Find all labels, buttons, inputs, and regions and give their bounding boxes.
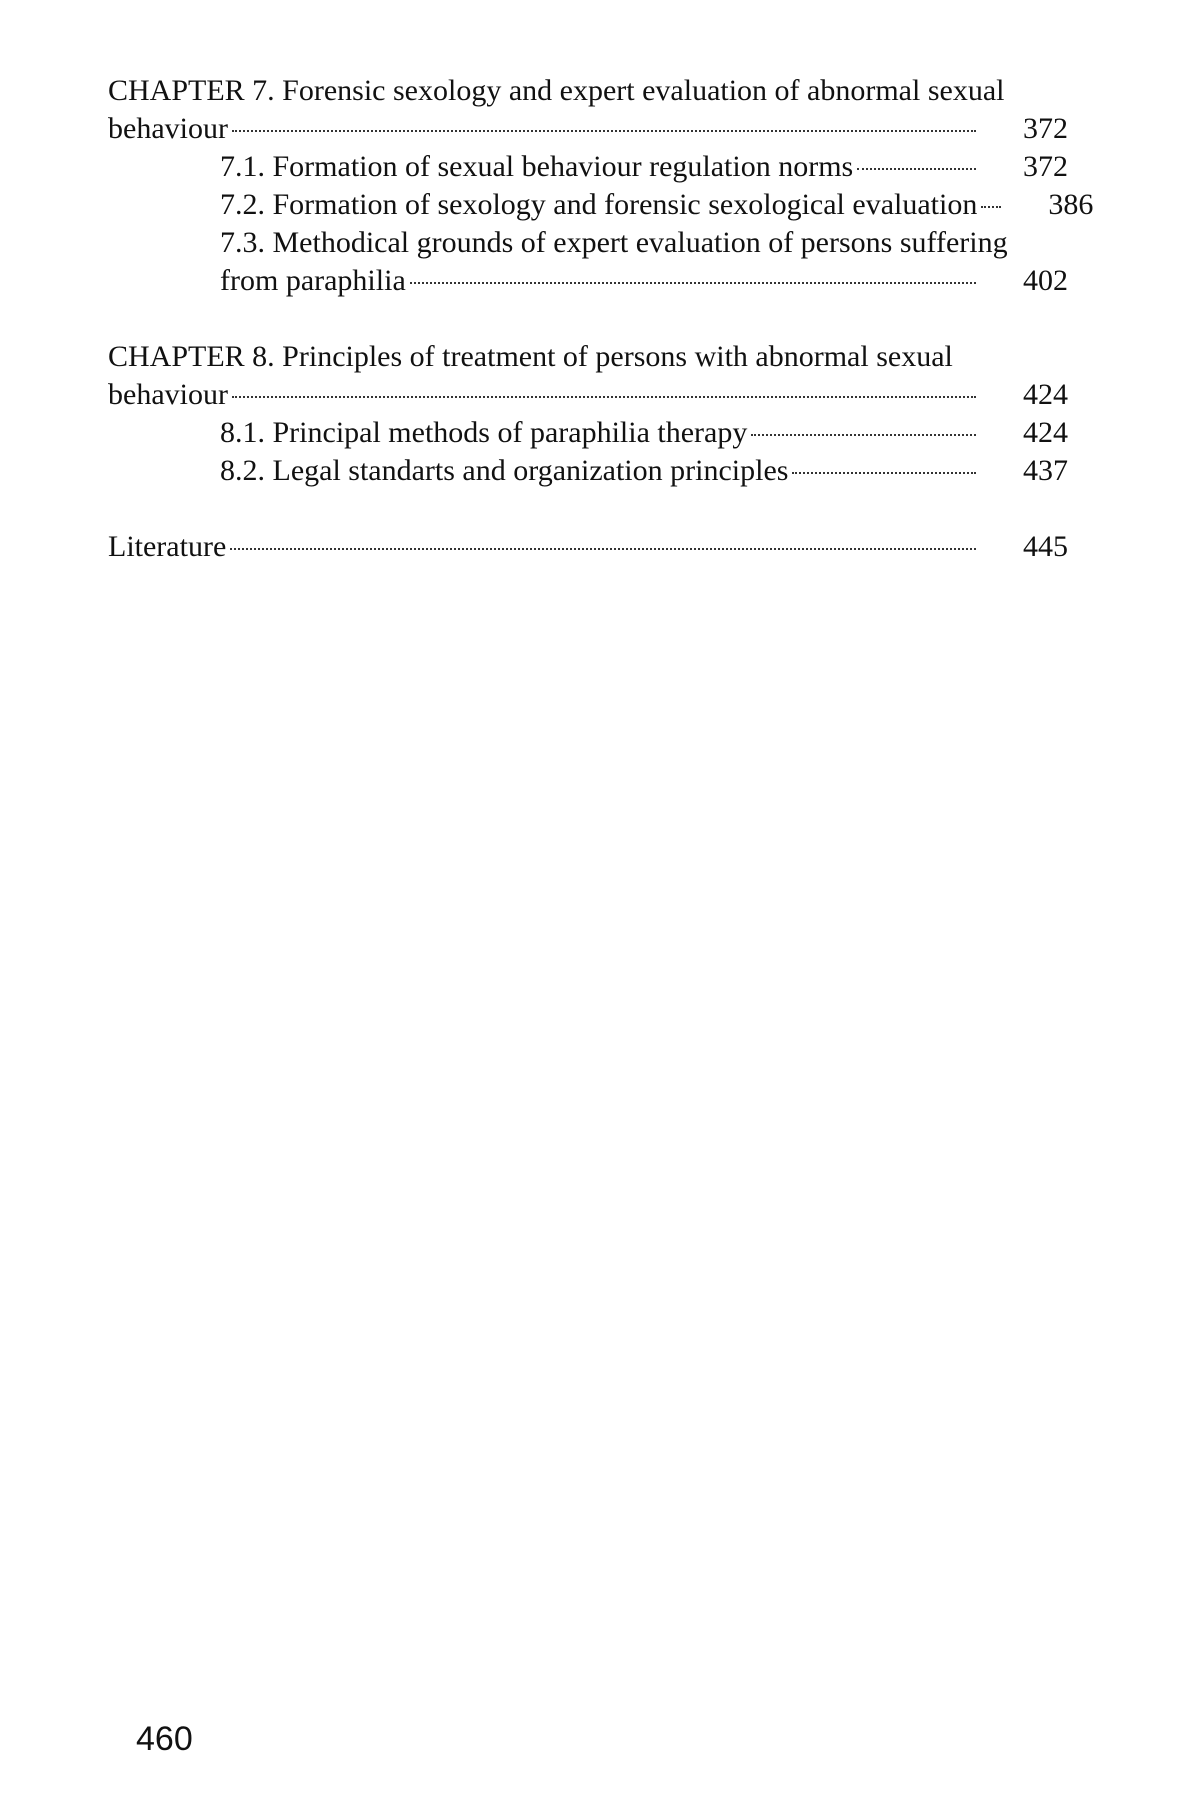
dot-leader — [410, 282, 976, 284]
toc-chapter-7 — [108, 72, 1094, 300]
literature-page: 445 — [1023, 530, 1068, 563]
section-7-1-title: 7.1. Formation of sexual behaviour regulation norms — [220, 150, 854, 183]
section-7-3-page: 402 — [1023, 264, 1068, 297]
toc-entry-7-2[interactable] — [108, 186, 1094, 224]
spacer — [108, 490, 1068, 528]
toc-entry-8-1[interactable] — [108, 414, 1068, 452]
literature-title: Literature — [108, 530, 227, 563]
section-7-3-title-line1: 7.3. Methodical grounds of expert evaluation of persons suffering — [220, 226, 1008, 259]
toc-entry-7-3[interactable] — [108, 262, 1068, 300]
table-of-contents — [108, 72, 1094, 566]
section-7-1-page: 372 — [1023, 150, 1068, 183]
chapter-7-title-line2: behaviour — [108, 112, 228, 145]
toc-entry-chapter-8[interactable] — [108, 376, 1068, 414]
section-8-1-title: 8.1. Principal methods of paraphilia therapy — [220, 416, 748, 449]
toc-entry-8-2[interactable] — [108, 452, 1068, 490]
dot-leader — [230, 548, 976, 550]
chapter-8-title-line1: CHAPTER 8. Principles of treatment of persons with abnormal sexual — [108, 340, 953, 373]
dot-leader — [232, 130, 976, 132]
spacer — [108, 300, 1068, 338]
page-number: 460 — [136, 1720, 193, 1758]
chapter-7-title-line1: CHAPTER 7. Forensic sexology and expert evaluation of abnormal sexual — [108, 74, 1005, 107]
toc-entry-chapter-7[interactable] — [108, 110, 1068, 148]
dot-leader — [792, 472, 976, 474]
toc-chapter-8 — [108, 338, 1068, 490]
section-7-2-page: 386 — [1048, 188, 1094, 221]
section-8-1-page: 424 — [1023, 416, 1068, 449]
chapter-8-page: 424 — [1023, 378, 1068, 411]
dot-leader — [981, 206, 1001, 208]
section-8-2-page: 437 — [1023, 454, 1068, 487]
dot-leader — [857, 168, 976, 170]
toc-entry-7-1[interactable] — [108, 148, 1068, 186]
toc-entry-literature[interactable] — [108, 528, 1068, 566]
dot-leader — [751, 434, 976, 436]
chapter-7-page: 372 — [1023, 112, 1068, 145]
section-8-2-title: 8.2. Legal standarts and organization principles — [220, 454, 789, 487]
dot-leader — [232, 396, 976, 398]
section-7-3-title-line2: from paraphilia — [220, 264, 406, 297]
chapter-8-title-line2: behaviour — [108, 378, 228, 411]
section-7-2-title: 7.2. Formation of sexology and forensic sexological evaluation — [220, 188, 978, 221]
